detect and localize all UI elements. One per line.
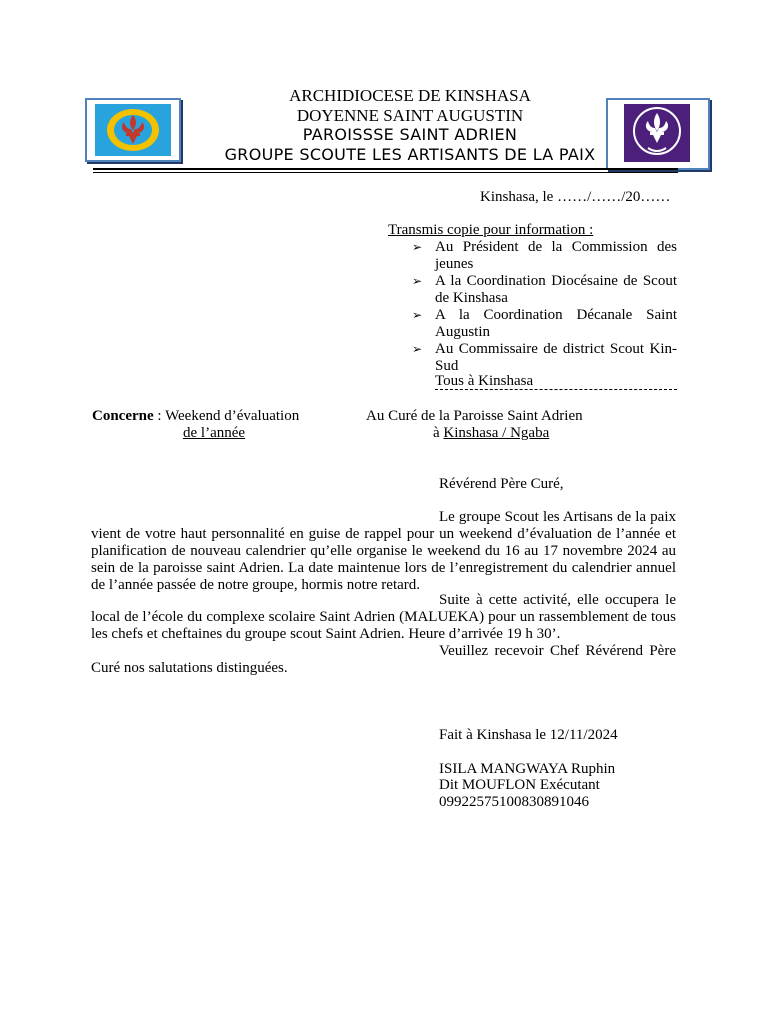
arrow-bullet-icon: ➢ [412,342,423,356]
transmis-title: Transmis copie pour information : [388,222,594,238]
transmis-item-text: Au Président de la Commission des jeunes [435,239,677,272]
header-rule-thick [93,168,678,170]
transmis-item-text: A la Coordination Décanale Saint Augustin [435,307,677,340]
subject-text: Weekend d’évaluation [165,408,300,424]
header-archdiocese: ARCHIDIOCESE DE KINSHASA [289,86,531,105]
subject-label: Concerne [92,408,154,424]
body-paragraph-1-text: Le groupe Scout les Artisans de la paix vient de votre haut personnalité en guise de rappel pour un weekend d’évaluation de l’année et planification de nouveau calendrier qu’elle organise le weekend du 16 au 17 novembre 2024 au sein de la paroisse saint Adrien. La date maintenue lors de l’enregistrement du calendrier annuel de l’année passée de notre groupe, hormis notre retard. [91,509,676,593]
list-item [412,273,677,307]
list-item [412,239,677,273]
signatory-role: Dit MOUFLON Exécutant [439,777,600,793]
recipient-prefix: à [433,425,444,441]
salutation: Révérend Père Curé, [439,476,564,492]
body-paragraph-3 [91,643,676,677]
body-paragraph-1 [91,509,676,594]
body-paragraph-3-text: Veuillez recevoir Chef Révérend Père Curé nos salutations distinguées. [91,643,676,676]
subject-line [92,408,299,425]
list-item [412,341,677,375]
transmis-list [412,239,677,375]
subject-separator: : [153,408,166,424]
date-line: Kinshasa, le ……/……/20…… [480,189,671,205]
body-paragraph-2-text: Suite à cette activité, elle occupera le local de l’école du complexe scolaire Saint Adrien (MALUEKA) pour un rassemblement de tous les chefs et cheftaines du groupe scout Saint Adrien. Heure d’arrivée 19 h 30’. [91,592,676,642]
signatory-name: ISILA MANGWAYA Ruphin [439,761,616,777]
left-logo-frame [85,98,181,162]
arrow-bullet-icon: ➢ [412,240,423,254]
header-deanery: DOYENNE SAINT AUGUSTIN [296,106,524,125]
recipient-place: Kinshasa / Ngaba [443,425,550,441]
recipient-line-1: Au Curé de la Paroisse Saint Adrien [366,408,583,424]
header-scout-group: GROUPE SCOUTE LES ARTISANTS DE LA PAIX [224,145,596,164]
transmis-item-text: A la Coordination Diocésaine de Scout de Kinshasa [435,273,677,306]
arrow-bullet-icon: ➢ [412,274,423,288]
transmis-item-text: Au Commissaire de district Scout Kin-Sud [435,341,677,374]
scout-fleur-de-lis-logo-icon [87,100,179,160]
recipient-line-2 [433,425,549,442]
header-rule-thin [93,172,678,173]
list-item [412,307,677,341]
header-parish: PAROISSSE SAINT ADRIEN [302,125,518,144]
subject-line-2: de l’année [183,425,246,441]
dashed-separator [435,389,677,390]
arrow-bullet-icon: ➢ [412,308,423,322]
signatory-phone: 09922575100830891046 [439,794,589,810]
place-date: Fait à Kinshasa le 12/11/2024 [439,727,618,743]
body-paragraph-2 [91,592,676,643]
transmis-last-line: Tous à Kinshasa [435,373,534,389]
